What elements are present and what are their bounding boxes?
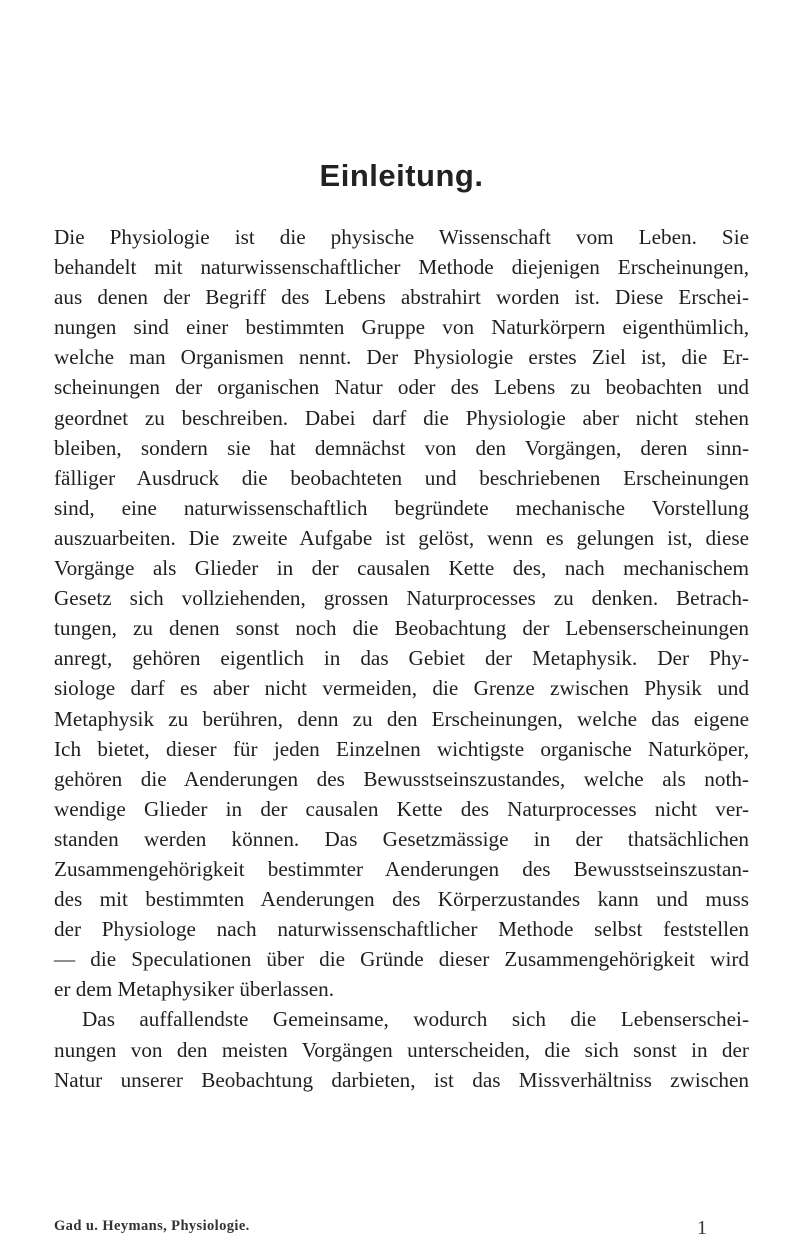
text-line: nungen von den meisten Vorgängen unterscheiden, die sich sonst in der [54,1037,749,1062]
sheet-signature: 1 [697,1217,707,1239]
text-line: siologe darf es aber nicht vermeiden, die Grenze zwischen Physik und [54,676,749,701]
running-title: Gad u. Heymans, Physiologie. [54,1218,250,1234]
text-line: Metaphysik zu berühren, denn zu den Erscheinungen, welche das eigene [54,706,749,731]
text-line: Ich bietet, dieser für jeden Einzelnen wichtigste organische Naturköper, [54,736,749,761]
text-line: gehören die Aenderungen des Bewusstseinszustandes, welche als noth- [54,766,749,791]
text-line: welche man Organismen nennt. Der Physiologie erstes Ziel ist, die Er- [54,345,749,370]
text-line-paragraph-start: Das auffallendste Gemeinsame, wodurch sich die Lebenserschei- [82,1007,749,1032]
text-line: sind, eine naturwissenschaftlich begründete mechanische Vorstellung [54,495,749,520]
body-text [54,222,749,1095]
chapter-heading: Einleitung. [319,158,484,193]
text-line: scheinungen der organischen Natur oder des Lebens zu beobachten und [54,375,749,400]
text-line: auszuarbeiten. Die zweite Aufgabe ist gelöst, wenn es gelungen ist, diese [54,525,749,550]
book-page [54,0,749,1252]
text-line: aus denen der Begriff des Lebens abstrahirt worden ist. Diese Erschei- [54,285,749,310]
text-line: — die Speculationen über die Gründe dieser Zusammengehörigkeit wird [54,947,749,972]
text-line: wendige Glieder in der causalen Kette des Naturprocesses nicht ver- [54,796,749,821]
text-line: Vorgänge als Glieder in der causalen Kette des, nach mechanischem [54,556,749,581]
text-line: Gesetz sich vollziehenden, grossen Naturprocesses zu denken. Betrach- [54,586,749,611]
text-line: nungen sind einer bestimmten Gruppe von Naturkörpern eigenthümlich, [54,315,749,340]
text-line: Zusammengehörigkeit bestimmter Aenderungen des Bewusstseinszustan- [54,856,749,881]
text-line-paragraph-end: er dem Metaphysiker überlassen. [54,977,335,1002]
page-footer [54,1218,749,1240]
text-line: anregt, gehören eigentlich in das Gebiet der Metaphysik. Der Phy- [54,646,749,671]
text-line: behandelt mit naturwissenschaftlicher Methode diejenigen Erscheinungen, [54,255,749,280]
text-line: standen werden können. Das Gesetzmässige in der thatsächlichen [54,826,749,851]
text-line: der Physiologe nach naturwissenschaftlicher Methode selbst feststellen [54,917,749,942]
text-line: Natur unserer Beobachtung darbieten, ist das Missverhältniss zwischen [54,1067,749,1092]
text-line: tungen, zu denen sonst noch die Beobachtung der Lebenserscheinungen [54,616,749,641]
text-line: des mit bestimmten Aenderungen des Körperzustandes kann und muss [54,887,749,912]
text-line: geordnet zu beschreiben. Dabei darf die Physiologie aber nicht stehen [54,405,749,430]
text-line: Die Physiologie ist die physische Wissenschaft vom Leben. Sie [54,225,749,249]
text-line: fälliger Ausdruck die beobachteten und beschriebenen Erscheinungen [54,465,749,490]
text-line: bleiben, sondern sie hat demnächst von den Vorgängen, deren sinn- [54,435,749,460]
